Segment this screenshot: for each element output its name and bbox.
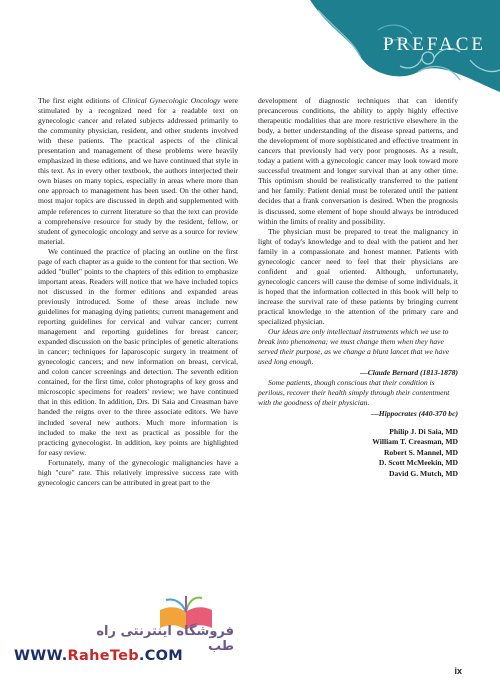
page-number: ix (454, 666, 462, 676)
author-name: David G. Mutch, MD (389, 468, 458, 478)
paragraph-text: The first eight editions of (38, 96, 123, 105)
paragraph-1 (38, 96, 238, 247)
author-list (258, 427, 458, 480)
page-title: PREFACE (382, 34, 486, 55)
url-part: .COM (138, 648, 184, 664)
url-part: RaheTeb (67, 648, 139, 664)
author-name: Robert S. Mannel, MD (383, 447, 458, 457)
url-part: WWW. (14, 648, 68, 664)
paragraph-5: The physician must be prepared to treat the malignancy in light of today's knowledge and to deal with the patient and her family in a compassionate and honest manner. Patients with gynecologic cancer need to feel that their physicians are confident and goal oriented. Although, unfortunately, gynecologic cancers will cause the demise of some individuals, it is hoped that the information collected in this book will help to increase the survival rate of these patients by bringing current practical knowledge to the attention of the primary care and specialized physician. (258, 226, 458, 327)
left-column (38, 96, 238, 488)
quote-attribution-bernard: —Claude Bernard (1813-1878) (360, 368, 458, 378)
paragraph-text: were stimulated by a recognized need for a readable text on gynecologic cancer and related subjects addressed primarily to the community physician, resident, and other students involved with these patients. The practical aspects of the clinical presentation and management of these problems were heavily emphasized in these editions, and we have continued that style in this text. As in every other textbook, the authors interjected their own biases on many topics, especially in areas where more than one approach to management has been used. On the other hand, most major topics are discussed in depth and supplemented with ample references to current literature so that the text can provide a comprehensive resource for study by the resident, fellow, or student of gynecologic oncology and serve as a source for review material. (38, 96, 238, 246)
paragraph-3: Fortunately, many of the gynecologic malignancies have a high "cure" rate. This relatively impressive success rate with gynecologic cancers can be attributed in great part to the (38, 457, 238, 487)
author-name: Philip J. Di Saia, MD (389, 426, 458, 436)
watermark-persian-text: فروشگاه اینترنتی راه طب (96, 624, 234, 654)
author-name: D. Scott McMeekin, MD (378, 458, 458, 468)
right-column (258, 96, 458, 479)
book-title: Clinical Gynecologic Oncology (122, 96, 221, 105)
paragraph-2: We continued the practice of placing an outline on the first page of each chapter as a guide to the content for that section. We added "bullet" points to the chapters of this edition to emphasize important areas. Readers will notice that we have included topics not discussed in the former editions and expanded areas previously introduced. Some of these areas include new guidelines for managing dying patients; current management and reporting guidelines for cervical and vulvar cancer; current management and reporting guidelines for breast cancer; expanded discussion on the basic principles of genetic alterations in cancer; techniques for laparoscopic surgery in treatment of gynecologic cancers; and new information on breast, cervical, and colon cancer screenings and detection. The seventh edition contained, for the first time, color photographs of key gross and microscopic specimens for readers' review; we have continued that in this edition. In addition, Drs. Di Saia and Creasman have handed the reigns over to the three associate editors. We have included several new authors. Much more information is included to make the text as practical as possible for the practicing gynecologist. In addition, key points are highlighted for easy review. (38, 246, 238, 457)
quote-hippocrates: Some patients, though conscious that their condition is perilous, recover their health simply through their contentment with the goodness of their physician. (258, 378, 450, 408)
quote-attribution-hippocrates: —Hippocrates (440-370 bc) (371, 409, 458, 419)
author-name: William T. Creasman, MD (372, 437, 458, 447)
quote-bernard: Our ideas are only intellectual instruments which we use to break into phenomena; we must change them when they have served their purpose, as we change a blunt lancet that we have used long enough. (258, 327, 450, 367)
watermark (14, 596, 234, 668)
paragraph-4: development of diagnostic techniques that can identify precancerous conditions, the ability to apply highly effective therapeutic modalities that are more restrictive elsewhere in the body, a better understanding of the disease spread patterns, and the development of more sophisticated and effective treatment in cancers that previously had very poor prognoses. As a result, today a patient with a gynecologic cancer may look toward more successful treatment and longer survival than at any other time. This optimism should be realistically transferred to the patient and her family. Patient denial must be tolerated until the patient decides that a frank conversation is desired. When the prognosis is discussed, some element of hope should always be introduced within the limits of reality and possibility. (258, 96, 458, 226)
watermark-url (14, 648, 183, 664)
preface-banner (300, 0, 500, 92)
